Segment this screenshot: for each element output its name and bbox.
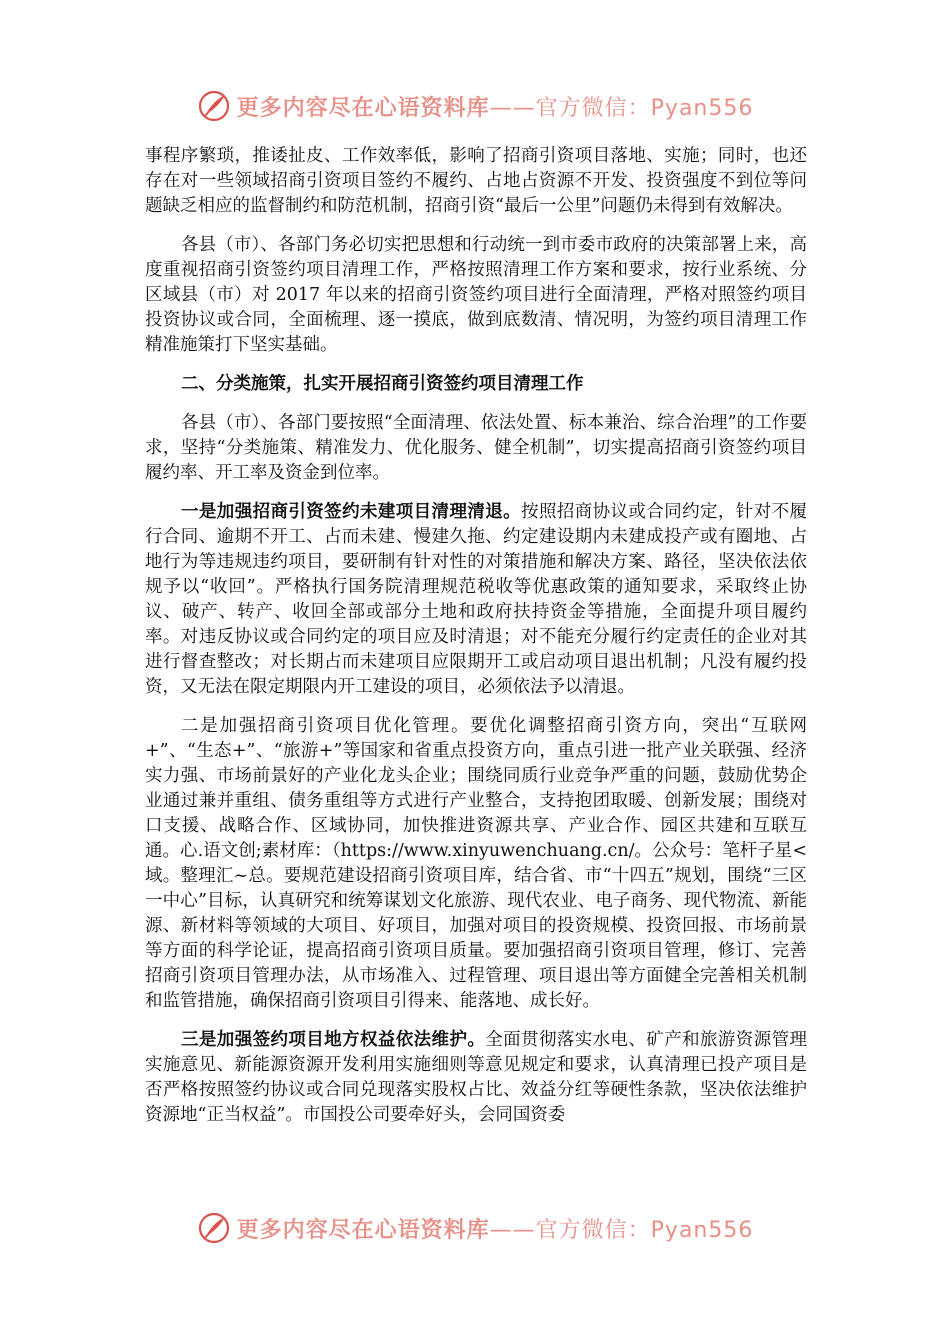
- section-heading: [145, 372, 807, 397]
- watermark-dash: ——: [489, 1217, 536, 1243]
- watermark-brand: 更多内容尽在心语资料库: [236, 95, 490, 121]
- watermark-text: [237, 1213, 754, 1244]
- paragraph-text: 二是加强招商引资项目优化管理。要优化调整招商引资方向，突出“互联网+”、“生态+”、“旅游+”等国家和省重点投资方向，重点引进一批产业关联强、经济实力强、市场前景好的产业化龙头企业；围绕同质行业竞争严重的问题，鼓励优势企业通过兼并重组、债务重组等方式进行产业整合，支持抱团取暖、创新发展；围绕对口支援、战略合作、区域协同，加快推进资源共享、产业合作、园区共建和互联互通。心.语文创;素材库：（https://www.xinyuwenchuang.cn/。公众号：笔杆子星<域。整理汇~总。要规范建设招商引资项目库，结合省、市“十四五”规划，围绕“三区一中心”目标，认真研究和统筹谋划文化旅游、现代农业、电子商务、现代物流、新能源、新材料等领域的大项目、好项目，加强对项目的投资规模、投资回报、市场前景等方面的科学论证，提高招商引资项目质量。要加强招商引资项目管理，修订、完善招商引资项目管理办法，从市场准入、过程管理、项目退出等方面健全完善相关机制和监管措施，确保招商引资项目引得来、能落地、成长好。: [145, 716, 807, 1011]
- feather-pen-logo-icon: [197, 89, 231, 123]
- paragraph-lead: 三是加强签约项目地方权益依法维护。: [181, 1030, 486, 1050]
- paragraph-5: [145, 714, 807, 1014]
- paragraph-text: 各县（市）、各部门要按照“全面清理、依法处置、标本兼治、综合治理”的工作要求，坚持“分类施策、精准发力、优化服务、健全机制”，切实提高招商引资签约项目履约率、开工率及资金到位率。: [145, 413, 807, 483]
- paragraph-4: [145, 500, 807, 700]
- paragraph-2: [145, 233, 807, 358]
- paragraph-3: [145, 411, 807, 486]
- paragraph-text: 按照招商协议或合同约定，针对不履行合同、逾期不开工、占而未建、慢建久拖、约定建设期内未建成投产或有圈地、占地行为等违规违约项目，要研制有针对性的对策措施和解决方案、路径，坚决依法依规予以“收回”。严格执行国务院清理规范税收等优惠政策的通知要求，采取终止协议、破产、转产、收回全部或部分土地和政府扶持资金等措施，全面提升项目履约率。对违反协议或合同约定的项目应及时清退；对不能充分履行约定责任的企业对其进行督查整改；对长期占而未建项目应限期开工或启动项目退出机制；凡没有履约投资，又无法在限定期限内开工建设的项目，必须依法予以清退。: [145, 502, 808, 697]
- watermark-wechat: 官方微信：Pyan556: [535, 1217, 754, 1243]
- paragraph-text: 全面贯彻落实水电、矿产和旅游资源管理实施意见、新能源资源开发利用实施细则等意见规定和要求，认真清理已投产项目是否严格按照签约协议或合同兑现落实股权占比、效益分红等硬性条款，坚决依法维护资源地“正当权益”。市国投公司要牵好头，会同国资委: [145, 1030, 807, 1125]
- paragraph-text: 事程序繁琐，推诿扯皮、工作效率低，影响了招商引资项目落地、实施；同时，也还存在对一些领域招商引资项目签约不履约、占地占资源不开发、投资强度不到位等问题缺乏相应的监督制约和防范机制，招商引资“最后一公里”问题仍未得到有效解决。: [145, 146, 807, 216]
- watermark-text: [237, 91, 754, 122]
- watermark-wechat: 官方微信：Pyan556: [535, 95, 754, 121]
- paragraph-6: [145, 1028, 807, 1128]
- document-body: [145, 144, 807, 1142]
- feather-pen-logo-icon: [197, 1211, 231, 1245]
- header-watermark: [0, 84, 950, 128]
- paragraph-1: [145, 144, 807, 219]
- watermark-dash: ——: [489, 95, 536, 121]
- section-heading-text: 二、分类施策，扎实开展招商引资签约项目清理工作: [181, 374, 584, 394]
- watermark-brand: 更多内容尽在心语资料库: [236, 1217, 490, 1243]
- paragraph-lead: 一是加强招商引资签约未建项目清理清退。: [181, 502, 522, 522]
- footer-watermark: [0, 1206, 950, 1250]
- paragraph-text: 各县（市）、各部门务必切实把思想和行动统一到市委市政府的决策部署上来，高度重视招商引资签约项目清理工作，严格按照清理工作方案和要求，按行业系统、分区域县（市）对 2017 年以来的招商引资签约项目进行全面清理，严格对照签约项目投资协议或合同，全面梳理、逐一摸底，做到底数清、情况明，为签约项目清理工作精准施策打下坚实基础。: [145, 235, 807, 355]
